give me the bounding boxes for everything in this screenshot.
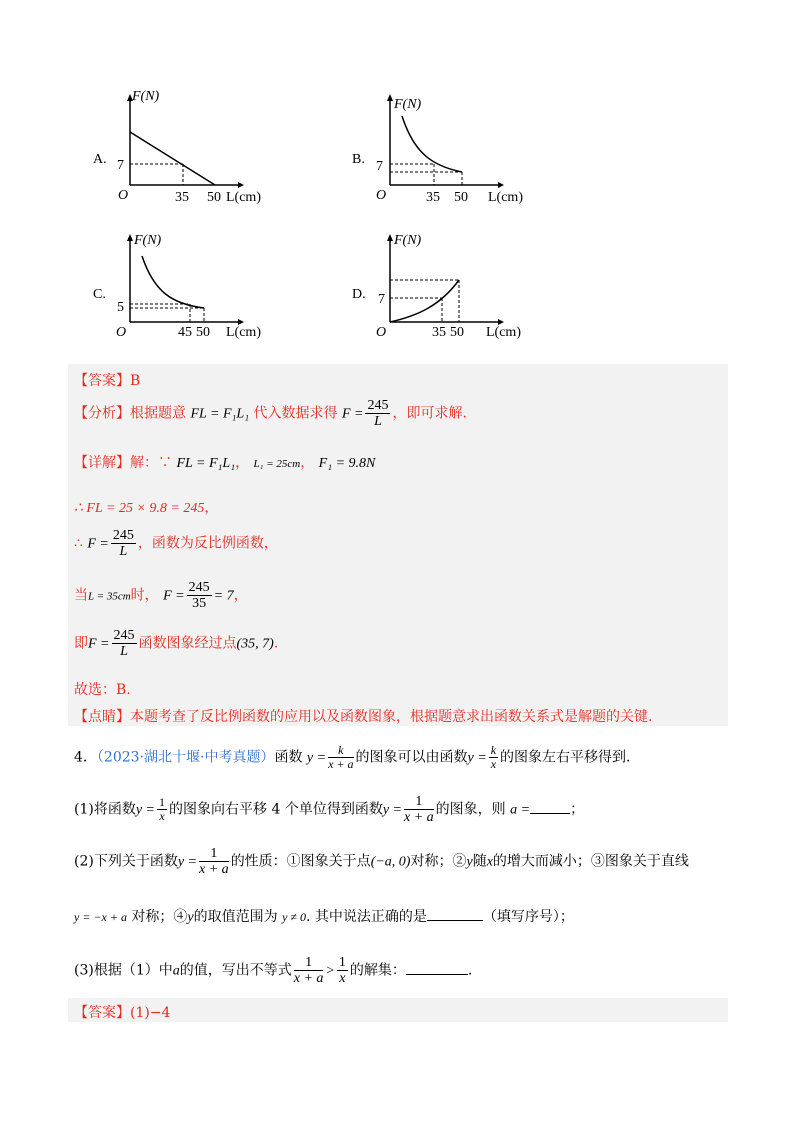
step3-result: = 7 [213, 588, 234, 604]
graph-d [372, 226, 542, 346]
comment-text: 本题考查了反比例函数的应用以及函数图象，根据题意求出函数关系式是解题的关键. [130, 709, 653, 725]
detail-line: 【详解】解：∵ FL = F₁L₁， L₁ = 25cm， F₁ = 9.8N [74, 455, 376, 471]
graph-b-y-tick: 7 [376, 159, 383, 174]
q4-part2-cont [74, 906, 574, 926]
answer-value: B [130, 373, 141, 389]
q4-answer-line [74, 1002, 170, 1022]
graph-c-x-label: L(cm) [226, 325, 261, 340]
analysis-mid: 代入数据求得 [253, 405, 338, 422]
q4-p2-mid4: 的取值范围为 [193, 909, 278, 925]
graph-c-y-tick: 5 [117, 300, 124, 315]
graph-c-x-tick-1: 45 [178, 325, 192, 340]
q4-p2-end: . 其中说法正确的是 [306, 909, 427, 925]
q4-p2-y2: y [187, 910, 194, 925]
step3-cond: L = 35cm [88, 590, 131, 603]
graph-a-x-label: L(cm) [226, 190, 261, 205]
q4-p3-pre: (3)根据（1）中 [74, 962, 173, 979]
step3-fraction: $\frac{245}{35}$ [188, 580, 210, 611]
step4-line: 即F = $\frac{245}{L}$ 函数图象经过点(35, 7). [74, 628, 279, 659]
step3-mid: 时， [130, 587, 159, 604]
step2-line: ∴ F = $\frac{245}{L}$ ，函数为反比例函数， [74, 528, 278, 559]
graph-a [110, 88, 270, 208]
graph-c-x-tick-2: 50 [196, 325, 210, 340]
graph-d-x-label: L(cm) [486, 325, 521, 340]
q4-part2: (2)下列关于函数y = $\frac{1}{x + a}$ 的性质：①图象关于点(−a, 0)对称；②y随x的增大而减小；③图象关于直线 [74, 846, 689, 877]
q4-source: （2023·湖北十堰·中考真题） [96, 749, 275, 766]
q4-p2-line: y = −x + a [74, 910, 127, 924]
q4-p2-frac: $\frac{1}{x + a}$ [199, 846, 229, 877]
q4-text-c: 的图象左右平移得到. [500, 749, 631, 766]
q4-p1-var: a = [510, 802, 531, 818]
analysis-tag: 【分析】 [74, 405, 130, 422]
q4-p3-frac-left: $\frac{1}{x + a}$ [293, 955, 324, 986]
q4-p2-sym: 对称；④ [131, 909, 188, 925]
step2-post: ，函数为反比例函数， [137, 535, 278, 552]
q4-p3-end: . [467, 962, 473, 979]
step4-mid: 函数图象经过点 [138, 635, 237, 652]
q4-fraction-2: $\frac{k}{x}$ [490, 743, 497, 771]
q4-p2-mid3: 随 [472, 853, 487, 870]
graph-b-x-tick-2: 50 [454, 190, 468, 205]
q4-p3-a: a [172, 963, 180, 979]
step1-eq: ∴ FL = 25 × 9.8 = 245 [74, 501, 205, 516]
graph-d-x-tick-1: 35 [432, 325, 446, 340]
graph-b-x-label: L(cm) [488, 190, 523, 205]
analysis-fraction: $\frac{245}{L}$ [367, 398, 389, 429]
graph-d-y-tick: 7 [378, 292, 385, 307]
comment-line [74, 706, 652, 726]
q4-p2-mid: 的性质：①图象关于点 [230, 853, 371, 870]
graph-a-y-label: F(N) [132, 89, 160, 104]
q4-text-a: 函数 [274, 749, 303, 766]
graph-a-origin: O [118, 188, 129, 203]
q4-p2-range: y ≠ 0 [282, 910, 306, 924]
q4-p2-fill: （填写序号）； [482, 909, 574, 925]
comment-tag: 【点睛】 [74, 709, 130, 725]
graph-d-curve [390, 280, 459, 322]
graph-a-y-tick: 7 [117, 158, 124, 173]
q4-p1-mid: 的图象向右平移 4 个单位得到函数 [169, 801, 383, 818]
step4-pre: 即 [74, 635, 88, 652]
q4-p2-mid2: 对称；② [410, 853, 467, 870]
analysis-pre: 根据题意 [130, 405, 186, 422]
detail-eq2: L₁ = 25cm [253, 458, 301, 470]
q4-p2-pre: (2)下列关于函数 [74, 853, 178, 870]
step3-line: 当L = 35cm时， F = $\frac{245}{35}$ = 7， [74, 580, 248, 611]
answer-tag: 【答案】 [74, 373, 130, 389]
graph-d-origin: O [376, 325, 387, 340]
step2-fraction: $\frac{245}{L}$ [112, 528, 134, 559]
q4-p1-frac-b: $\frac{1}{x + a}$ [404, 794, 434, 825]
graph-b-x-tick-1: 35 [426, 190, 440, 205]
q4-part1: (1)将函数y = $\frac{1}{x}$ 的图象向右平移 4 个单位得到函数y = $\frac{1}{x + a}$ 的图象，则 a = ； [74, 794, 585, 825]
q4-p3-blank[interactable] [406, 974, 468, 975]
option-b-label: B. [352, 152, 365, 167]
q4-part3: (3)根据（1）中a的值，写出不等式 $\frac{1}{x + a}$ > $\frac{1}{x}$ 的解集： . [74, 955, 473, 986]
detail-eq3: F₁ = 9.8N [318, 456, 376, 471]
analysis-eq: FL = F₁L₁ [190, 406, 250, 422]
option-c-label: C. [93, 287, 106, 302]
q4-text-b: 的图象可以由函数 [355, 749, 468, 766]
q4-p1-blank[interactable] [530, 813, 570, 814]
graph-c-y-label: F(N) [134, 233, 162, 248]
choose-line: 故选：B. [74, 682, 131, 698]
graph-c-curve [142, 256, 204, 308]
detail-eq1: FL = F₁L₁ [176, 456, 236, 471]
detail-tag: 【详解】 [74, 455, 130, 471]
option-d-label: D. [352, 287, 366, 302]
q4-p2-y: y [466, 854, 473, 870]
graph-d-y-label: F(N) [394, 233, 422, 248]
q4-answer-tag: 【答案】 [74, 1005, 130, 1021]
q4-fraction-1: $\frac{k}{x + a}$ [328, 743, 354, 771]
graph-c [110, 226, 280, 346]
q4-p2-x: x [486, 854, 493, 870]
q4-p3-frac-right: $\frac{1}{x}$ [338, 955, 346, 986]
q4-line: 4．（2023·湖北十堰·中考真题）函数 y = $\frac{k}{x + a}$ 的图象可以由函数y = $\frac{k}{x}$ 的图象左右平移得到. [74, 743, 631, 771]
q4-p2-blank[interactable] [427, 920, 483, 921]
q4-p2-point: (−a, 0) [370, 854, 411, 870]
analysis-line: 【分析】根据题意 FL = F₁L₁ 代入数据求得 F = $\frac{245}{L}$ ，即可求解. [74, 398, 467, 429]
step2-pre: ∴ [74, 535, 83, 552]
graph-a-line [130, 132, 215, 185]
step4-point: (35, 7) [236, 636, 274, 652]
step3-pre: 当 [74, 587, 88, 604]
detail-pre: 解：∵ [130, 455, 172, 471]
q4-p3-post: 的解集： [349, 962, 406, 979]
answer-line [74, 370, 140, 390]
option-a-label: A. [93, 152, 107, 167]
graph-c-origin: O [116, 325, 127, 340]
analysis-post: ，即可求解. [392, 405, 467, 422]
q4-p1-frac-a: $\frac{1}{x}$ [159, 795, 166, 823]
q4-p3-mid: 的值，写出不等式 [179, 962, 292, 979]
q4-p1-pre: (1)将函数 [74, 801, 136, 818]
q4-p1-post: 的图象，则 [435, 801, 506, 818]
step1-line: ∴ FL = 25 × 9.8 = 245， [74, 500, 219, 516]
graph-a-x-tick-2: 50 [207, 190, 221, 205]
step4-fraction: $\frac{245}{L}$ [113, 628, 135, 659]
graph-d-x-tick-2: 50 [450, 325, 464, 340]
graph-a-x-tick-1: 35 [175, 190, 189, 205]
q4-p2-post: 的增大而减小；③图象关于直线 [492, 853, 689, 870]
q4-number: 4． [74, 749, 97, 766]
graph-b-origin: O [376, 188, 387, 203]
graph-b-y-label: F(N) [394, 97, 422, 112]
q4-answer-value: (1)−4 [130, 1005, 171, 1021]
graph-b [372, 88, 542, 208]
